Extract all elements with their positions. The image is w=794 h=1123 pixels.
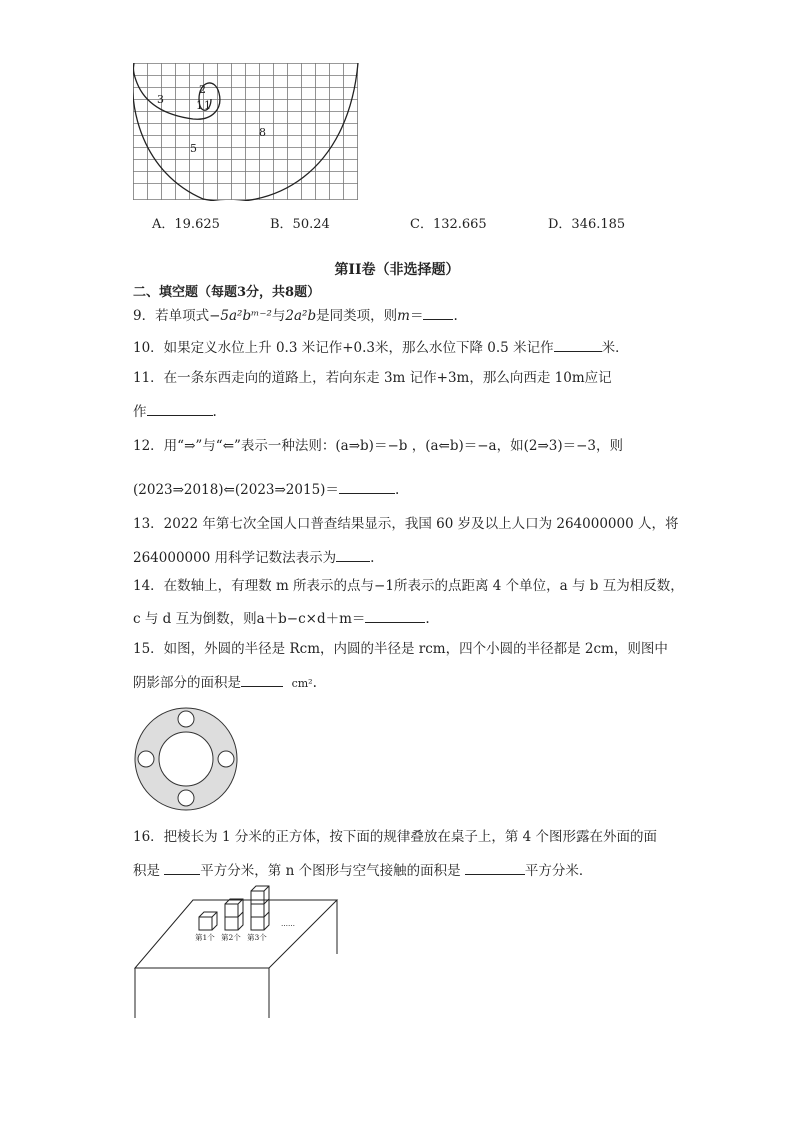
- q11-line2: 作: [133, 404, 147, 420]
- q9-answer-blank[interactable]: [423, 305, 453, 320]
- q13-end: .: [370, 550, 375, 566]
- spiral-label-1b: 1: [204, 99, 211, 112]
- fibonacci-spiral-figure: [133, 63, 361, 201]
- choice-b[interactable]: B．50.24: [270, 217, 330, 232]
- section-title: 二、填空题（每题3分，共8题）: [133, 285, 321, 300]
- spiral-label-1a: 1: [196, 99, 203, 112]
- cube-label-2: 第2个: [221, 933, 241, 942]
- q9-eq: ＝: [409, 308, 424, 324]
- q13-answer-blank[interactable]: [336, 547, 370, 562]
- q12-answer-blank[interactable]: [339, 479, 395, 494]
- q16-line2b: 平方分米，第 n 个图形与空气接触的面积是: [200, 863, 461, 879]
- cube-label-3: 第3个: [247, 933, 267, 942]
- question-9: [133, 305, 458, 325]
- q10-answer-blank[interactable]: [554, 337, 602, 352]
- cube-stack-1: [199, 912, 217, 930]
- q16-line2c: 平方分米．: [524, 863, 593, 879]
- q15-line2: 阴影部分的面积是: [133, 675, 241, 691]
- question-16-line1: 16．把棱长为 1 分米的正方体，按下面的规律叠放在桌子上，第 4 个图形露在外面的面: [133, 829, 658, 845]
- spiral-label-8: 8: [259, 126, 266, 139]
- inner-circle: [159, 732, 213, 786]
- q9-mid: 与: [271, 308, 286, 324]
- question-13-line2: [133, 547, 374, 567]
- q11-end: .: [212, 404, 217, 420]
- choice-a[interactable]: A．19.625: [152, 217, 220, 232]
- q11-answer-blank[interactable]: [147, 401, 213, 416]
- q15-end: .: [312, 675, 317, 691]
- q16-answer-blank-2[interactable]: [465, 860, 525, 875]
- question-12-line1: 12．用“⇒”与“⇐”表示一种法则：(a⇒b)＝−b ，(a⇐b)＝−a，如(2⇒3)＝−3，则: [133, 438, 624, 454]
- q10-text: 10．如果定义水位上升 0.3 米记作+0.3米，那么水位下降 0.5 米记作: [133, 340, 554, 356]
- question-11-line2: [133, 401, 217, 421]
- q14-end: .: [425, 611, 430, 627]
- ellipsis-dots: ……: [281, 920, 295, 928]
- choice-d[interactable]: D．346.185: [548, 217, 626, 232]
- q9-expr1: −5a²bᵐ⁻²: [209, 308, 272, 324]
- q10-end: 米．: [601, 340, 629, 356]
- cube-label-1: 第1个: [195, 933, 215, 942]
- q9-var: m: [397, 308, 410, 324]
- question-15-line2: [133, 672, 317, 693]
- small-circle-left: [138, 751, 154, 767]
- question-10: [133, 337, 629, 357]
- ring-circles-figure: [133, 707, 241, 811]
- q9-expr2: 2a²b: [285, 308, 317, 324]
- question-13-line1: 13．2022 年第七次全国人口普查结果显示，我国 60 岁及以上人口为 264000000 人，将: [133, 516, 679, 532]
- q15-unit: cm²: [291, 677, 313, 690]
- question-14-line1: 14．在数轴上，有理数 m 所表示的点与−1所表示的点距离 4 个单位，a 与 b 互为相反数，: [133, 578, 684, 594]
- small-circle-top: [178, 711, 194, 727]
- choice-c[interactable]: C．132.665: [410, 217, 487, 232]
- cube-stack-3: [251, 886, 269, 930]
- question-11-line1: 11．在一条东西走向的道路上，若向东走 3m 记作+3m，那么向西走 10m应记: [133, 370, 612, 386]
- spiral-label-3: 3: [157, 93, 164, 106]
- small-circle-bottom: [178, 790, 194, 806]
- q14-answer-blank[interactable]: [365, 608, 425, 623]
- question-14-line2: [133, 608, 430, 628]
- q13-line2: 264000000 用科学记数法表示为: [133, 550, 337, 566]
- table-cubes-figure: [133, 884, 343, 1020]
- question-15-line1: 15．如图，外圆的半径是 Rcm，内圆的半径是 rcm，四个小圆的半径都是 2cm，则图中: [133, 641, 668, 657]
- q12-end: .: [394, 482, 400, 498]
- cube-stack-2: [225, 899, 243, 930]
- q9-end: .: [453, 308, 458, 324]
- q9-post: 是同类项，则: [316, 308, 398, 324]
- q15-answer-blank[interactable]: [241, 672, 283, 687]
- question-16-line2: [133, 860, 592, 880]
- q14-line2: c 与 d 互为倒数，则a＋b−c×d＋m＝: [133, 611, 366, 627]
- q12-line2: (2023⇒2018)⇐(2023⇒2015)＝: [133, 482, 339, 498]
- q9-pre: 9．若单项式: [133, 308, 210, 324]
- spiral-label-5: 5: [190, 142, 197, 155]
- part2-title: 第II卷（非选择题）: [334, 262, 460, 278]
- q16-answer-blank-1[interactable]: [164, 860, 200, 875]
- small-circle-right: [218, 751, 234, 767]
- q16-line2a: 积是: [133, 863, 160, 879]
- spiral-label-2: 2: [199, 83, 206, 96]
- question-12-line2: [133, 479, 399, 499]
